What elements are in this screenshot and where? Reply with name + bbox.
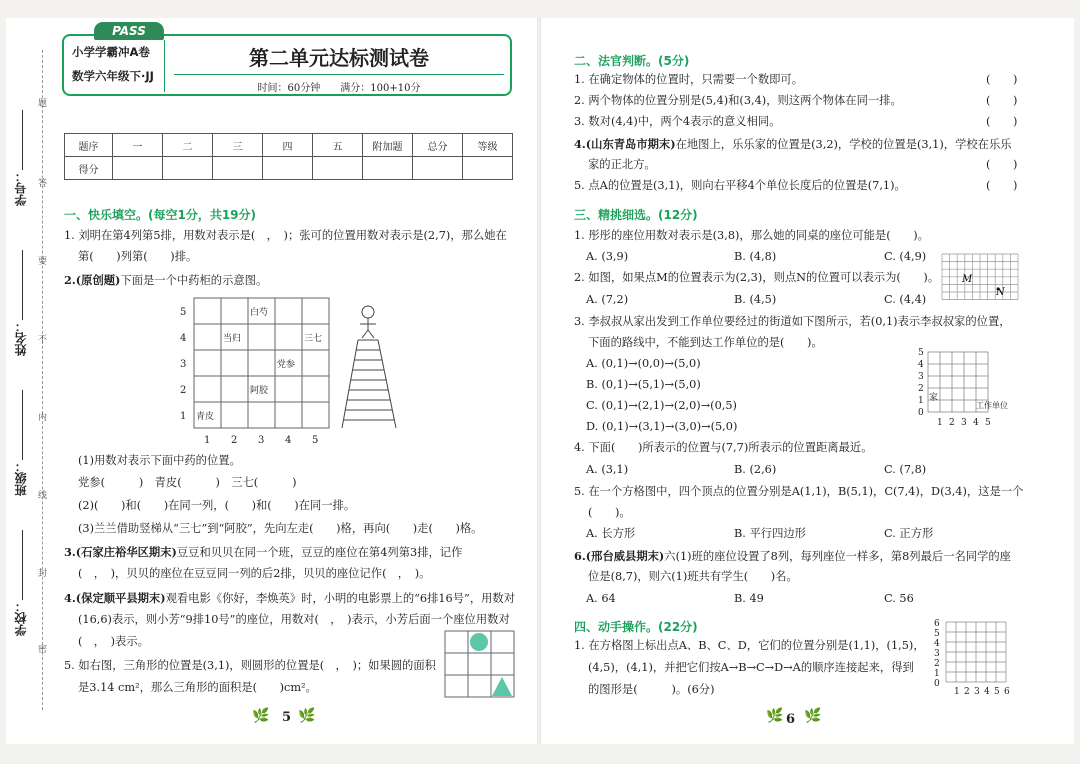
street-grid xyxy=(916,346,1022,432)
margin-char: 题 xyxy=(38,99,48,109)
question-text: 3. 数对(4,4)中，两个4表示的意义相同。 xyxy=(574,115,781,128)
pass-logo: PASS xyxy=(94,22,164,40)
option[interactable]: A. (3,1) xyxy=(586,463,629,476)
option[interactable]: C. 56 xyxy=(884,592,914,605)
q-number: 6. xyxy=(574,549,586,563)
option[interactable]: B. 49 xyxy=(734,592,764,605)
score-cell[interactable] xyxy=(363,157,413,180)
option[interactable]: B. (2,6) xyxy=(734,463,777,476)
score-cell[interactable] xyxy=(163,157,213,180)
score-cell[interactable] xyxy=(463,157,513,180)
q-body: 豆豆和贝贝在同一个班，豆豆的座位在第4列第3排，记作 xyxy=(176,546,463,559)
option[interactable]: B. (0,1)→(5,1)→(5,0) xyxy=(586,378,701,391)
question-text: 5. 如右图，三角形的位置是(3,1)，则圆形的位置是( ， )；如果圆的面积 xyxy=(64,659,436,672)
answer-paren[interactable]: ( ) xyxy=(986,73,1018,86)
id-blank xyxy=(22,110,23,170)
question-text: (4,5)，(4,1)，并把它们按A→B→C→D→A的顺序连接起来，得到 xyxy=(588,661,914,674)
question-text xyxy=(574,548,1011,565)
x-tick: 5 xyxy=(994,687,1000,697)
x-tick: 1 xyxy=(937,418,943,428)
option[interactable]: C. (4,9) xyxy=(884,250,927,263)
x-tick: 2 xyxy=(949,418,955,428)
header-divider xyxy=(164,40,165,92)
option[interactable]: A. (7,2) xyxy=(586,293,629,306)
margin-char: 密 xyxy=(38,645,48,655)
q-body: 在地图上，乐乐家的位置是(3,2)，学校的位置是(3,1)，学校在乐乐 xyxy=(675,138,1012,151)
school-blank xyxy=(22,530,23,600)
score-cell[interactable] xyxy=(213,157,263,180)
question-text xyxy=(64,590,515,607)
option[interactable]: A. (3,9) xyxy=(586,250,629,263)
y-tick: 2 xyxy=(934,659,940,669)
answer-paren[interactable]: ( ) xyxy=(986,179,1018,192)
page-number: 6 xyxy=(786,712,796,727)
leaf-icon: 🌿 xyxy=(252,708,270,724)
x-tick: 3 xyxy=(961,418,967,428)
option[interactable]: C. 正方形 xyxy=(884,527,934,540)
question-text: ( ， )，贝贝的座位在豆豆同一列的后2排，贝贝的座位记作( ， )。 xyxy=(78,567,431,580)
col-label: 4 xyxy=(285,435,292,446)
score-table xyxy=(64,133,513,180)
leaf-icon: 🌿 xyxy=(804,708,822,724)
y-tick: 6 xyxy=(934,619,940,629)
score-header-cell: 二 xyxy=(163,134,213,157)
herb-label: 白芍 xyxy=(250,308,269,318)
question-text xyxy=(64,272,267,289)
name-label: 姓名： xyxy=(14,320,28,356)
score-header-cell: 五 xyxy=(313,134,363,157)
question-text: 下面的路线中，不能到达工作单位的是( )。 xyxy=(588,336,823,349)
question-text: 1. 彤彤的座位用数对表示是(3,8)，那么她的同桌的座位可能是( )。 xyxy=(574,229,929,242)
herb-label: 当归 xyxy=(223,334,242,344)
herb-label: 三七 xyxy=(304,334,323,344)
score-cell[interactable] xyxy=(113,157,163,180)
score-cell[interactable] xyxy=(263,157,313,180)
herb-label: 阿胶 xyxy=(250,386,269,396)
mn-grid xyxy=(940,252,1020,304)
name-blank xyxy=(22,250,23,320)
x-tick: 5 xyxy=(985,418,991,428)
q-number: 4. xyxy=(64,591,76,605)
question-text: 的图形是( )。(6分) xyxy=(588,683,715,696)
page-title: 第二单元达标测试卷 xyxy=(249,46,429,70)
class-label: 班级： xyxy=(14,460,28,496)
question-text: 党参( ) 青皮( ) 三七( ) xyxy=(78,476,297,489)
col-label: 2 xyxy=(231,435,238,446)
y-tick: 4 xyxy=(918,360,924,370)
y-tick: 4 xyxy=(934,639,940,649)
score-cell[interactable] xyxy=(413,157,463,180)
y-tick: 3 xyxy=(934,649,940,659)
question-text xyxy=(574,136,1012,153)
option[interactable]: C. (4,4) xyxy=(884,293,927,306)
question-text: (2)( )和( )在同一列，( )和( )在同一排。 xyxy=(78,499,356,512)
question-text: 1. 在方格图上标出点A、B、C、D，它们的位置分别是(1,1)，(1,5)， xyxy=(574,639,925,652)
row-label: 2 xyxy=(180,385,187,396)
score-cell[interactable] xyxy=(313,157,363,180)
y-tick: 5 xyxy=(918,348,924,358)
score-header-cell: 等级 xyxy=(463,134,513,157)
margin-char: 不 xyxy=(38,335,48,345)
question-text: 第( )列第( )排。 xyxy=(78,250,198,263)
herb-label: 党参 xyxy=(277,360,296,370)
question-text: 1. 刘明在第4列第5排，用数对表示是( ， )；张可的位置用数对表示是(2,7)，那么她在 xyxy=(64,229,507,242)
option[interactable]: A. 长方形 xyxy=(586,527,636,540)
option[interactable]: B. (4,8) xyxy=(734,250,777,263)
q-body: 下面是一个中药柜的示意图。 xyxy=(120,274,268,287)
leaf-icon: 🌿 xyxy=(298,708,316,724)
q-number: 4. xyxy=(574,137,586,151)
question-text: ( )。 xyxy=(588,506,631,519)
exam-header xyxy=(62,24,512,96)
medicine-cabinet-diagram xyxy=(172,296,332,446)
margin-char: 封 xyxy=(38,569,48,579)
question-text: (3)兰兰借助竖梯从“三七”到“阿胶”，先向左走( )格，再向( )走( )格。 xyxy=(78,522,483,535)
question-text xyxy=(64,544,462,561)
col-label: 1 xyxy=(204,435,211,446)
book-spine xyxy=(537,18,541,744)
option[interactable]: D. (0,1)→(3,1)→(3,0)→(5,0) xyxy=(586,420,738,433)
score-header-cell: 附加题 xyxy=(363,134,413,157)
option[interactable]: C. (7,8) xyxy=(884,463,927,476)
circle-shape xyxy=(470,633,488,651)
question-text: (16,6)表示，则小芳“9排10号”的座位，用数对( ， )表示，小芳后面一个座位用数对 xyxy=(78,613,510,626)
score-header-cell: 题序 xyxy=(65,134,113,157)
question-text: (1)用数对表示下面中药的位置。 xyxy=(78,454,241,467)
question-text: 2. 两个物体的位置分别是(5,4)和(3,4)，则这两个物体在同一排。 xyxy=(574,94,902,107)
exam-meta xyxy=(174,74,504,94)
source-tag: (保定顺平县期末) xyxy=(75,591,166,605)
question-text: ( ， )表示。 xyxy=(78,635,149,648)
margin-char: 内 xyxy=(38,413,48,423)
col-label: 5 xyxy=(312,435,319,446)
x-tick: 4 xyxy=(973,418,979,428)
y-tick: 0 xyxy=(934,679,940,689)
cut-line xyxy=(42,50,43,710)
col-label: 3 xyxy=(258,435,265,446)
page-number: 5 xyxy=(282,710,292,725)
series-name: 小学学霸冲A卷 xyxy=(72,45,150,59)
margin-char: 线 xyxy=(38,491,48,501)
question-text: 5. 点A的位置是(3,1)，则向右平移4个单位长度后的位置是(7,1)。 xyxy=(574,179,906,192)
question-text: 家的正北方。 xyxy=(588,158,656,171)
question-text: 位是(8,7)，则六(1)班共有学生( )名。 xyxy=(588,570,798,583)
option[interactable]: B. 平行四边形 xyxy=(734,527,806,540)
question-text: 1. 在确定物体的位置时，只需要一个数即可。 xyxy=(574,73,804,86)
row-label: 5 xyxy=(180,307,187,318)
row-label: 1 xyxy=(180,411,187,422)
x-tick: 4 xyxy=(984,687,990,697)
score-header-cell: 总分 xyxy=(413,134,463,157)
y-tick: 3 xyxy=(918,372,924,382)
x-tick: 6 xyxy=(1004,687,1010,697)
question-text: 5. 在一个方格图中，四个顶点的位置分别是A(1,1)，B(5,1)，C(7,4)，D(3,4)，这是一个 xyxy=(574,485,1024,498)
source-tag: (山东青岛市期末) xyxy=(585,137,676,151)
class-blank xyxy=(22,390,23,460)
answer-paren[interactable]: ( ) xyxy=(986,115,1018,128)
margin-char: 答 xyxy=(38,179,48,189)
option[interactable]: B. (4,5) xyxy=(734,293,777,306)
section-heading: 三、精挑细选。(12分) xyxy=(574,208,698,222)
y-tick: 1 xyxy=(934,669,940,679)
y-tick: 1 xyxy=(918,396,924,406)
point-n-label: N xyxy=(996,287,1005,298)
q-number: 2. xyxy=(64,273,76,287)
shapes-grid xyxy=(444,630,516,700)
herb-label: 青皮 xyxy=(196,412,215,422)
option[interactable]: C. (0,1)→(2,1)→(2,0)→(0,5) xyxy=(586,399,737,412)
work-label: 工作单位 xyxy=(976,401,1008,410)
x-tick: 1 xyxy=(954,687,960,697)
section-heading: 四、动手操作。(22分) xyxy=(574,620,698,634)
triangle-shape xyxy=(492,677,512,696)
school-label: 学校： xyxy=(14,600,28,636)
drawing-grid[interactable] xyxy=(932,614,1022,698)
y-tick: 0 xyxy=(918,408,924,418)
score-header-cell: 四 xyxy=(263,134,313,157)
source-tag: (原创题) xyxy=(75,273,121,287)
time-limit: 时间：60分钟 xyxy=(257,83,321,94)
option[interactable]: A. (0,1)→(0,0)→(5,0) xyxy=(586,357,701,370)
answer-paren[interactable]: ( ) xyxy=(986,158,1018,171)
y-tick: 2 xyxy=(918,384,924,394)
answer-paren[interactable]: ( ) xyxy=(986,94,1018,107)
question-text: 2. 如图，如果点M的位置表示为(2,3)，则点N的位置可以表示为( )。 xyxy=(574,271,940,284)
x-tick: 3 xyxy=(974,687,980,697)
leaf-icon: 🌿 xyxy=(766,708,784,724)
id-label: 学号： xyxy=(14,170,28,206)
row-label: 4 xyxy=(180,333,187,344)
point-m-label: M xyxy=(962,274,973,285)
row-label: 3 xyxy=(180,359,187,370)
q-body: 观看电影《你好，李焕英》时，小明的电影票上的“6排16号”，用数对 xyxy=(165,592,516,605)
question-text: 是3.14 cm²，那么三角形的面积是( )cm²。 xyxy=(78,681,317,694)
option[interactable]: A. 64 xyxy=(586,592,616,605)
grade-label: 数学六年级下·JJ xyxy=(72,69,154,83)
score-header-cell: 三 xyxy=(213,134,263,157)
full-score: 满分：100+10分 xyxy=(340,83,421,94)
score-row-label: 得分 xyxy=(65,157,113,180)
source-tag: (石家庄裕华区期末) xyxy=(75,545,177,559)
y-tick: 5 xyxy=(934,629,940,639)
source-tag: (邢台威县期末) xyxy=(585,549,665,563)
q-body: 六(1)班的座位设置了8列，每列座位一样多，第8列最后一名同学的座 xyxy=(664,550,1011,563)
question-text: 4. 下面( )所表示的位置与(7,7)所表示的位置距离最近。 xyxy=(574,441,873,454)
section-heading: 一、快乐填空。(每空1分，共19分) xyxy=(64,208,257,222)
q-number: 3. xyxy=(64,545,76,559)
home-label: 家 xyxy=(929,393,939,403)
section-heading: 二、法官判断。(5分) xyxy=(574,54,690,68)
x-tick: 2 xyxy=(964,687,970,697)
margin-char: 要 xyxy=(38,257,48,267)
question-text: 3. 李叔叔从家出发到工作单位要经过的街道如下图所示，若(0,1)表示李叔叔家的位置， xyxy=(574,315,1011,328)
ladder-figure xyxy=(340,302,400,432)
score-header-cell: 一 xyxy=(113,134,163,157)
